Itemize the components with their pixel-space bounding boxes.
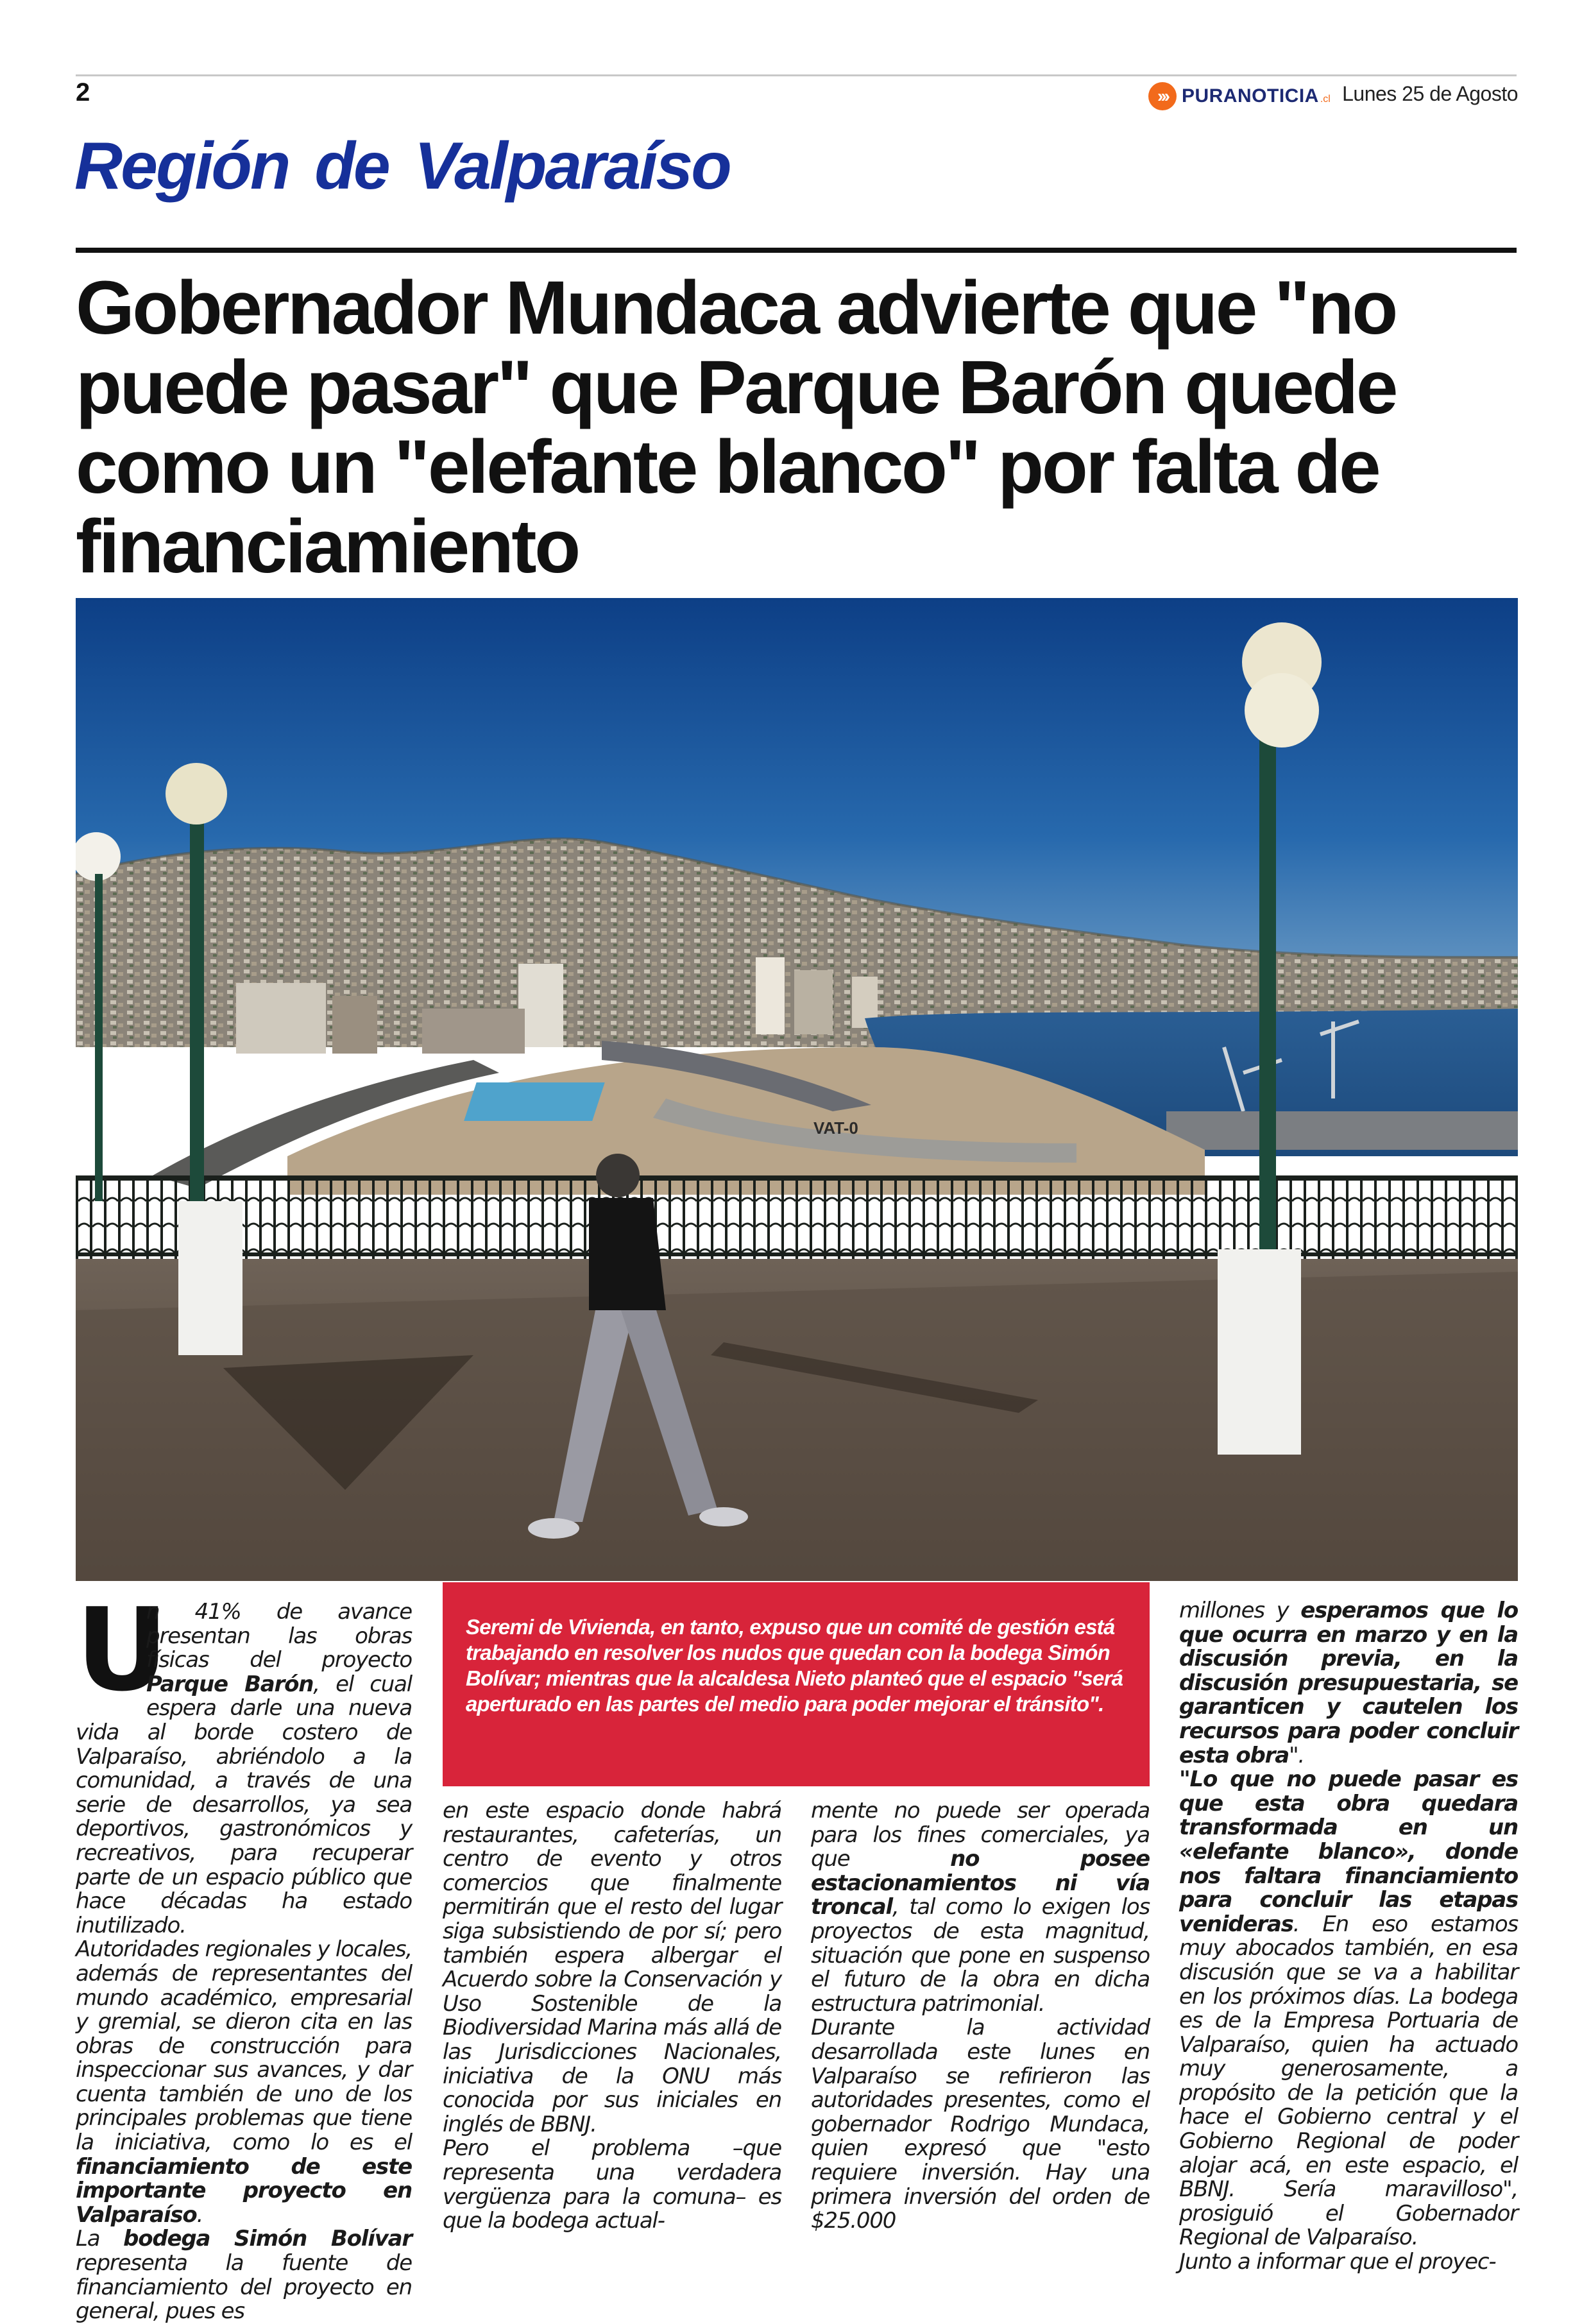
body-paragraph: millones y esperamos que lo que ocurra en marzo y en la discusión previa, en la discusión presupuestaria, se garanticen y cautelen los recursos para poder concluir esta obra". (1179, 1598, 1518, 1768)
page-number: 2 (76, 78, 90, 107)
headline-rule (76, 248, 1517, 253)
top-rule (76, 74, 1517, 76)
section-title: Región de Valparaíso (74, 129, 730, 203)
pull-quote-box (443, 1582, 1150, 1786)
body-paragraph: n 41% de avance presentan las obras físicas del proyecto Parque Barón, el cual espera darle una nueva vida al borde costero de Valparaíso, abriéndolo a la comunidad, a través de una serie de desarrollos, ya sea deportivos, gastronómicos y recreativos, para recuperar parte de un espacio público que hace décadas ha estado inutilizado. (76, 1599, 413, 1938)
body-column-4 (1179, 1599, 1518, 2275)
headline: Gobernador Mundaca advierte que "no puede pasar" que Parque Barón quede como un "elefante blanco" por falta de financiamiento (76, 266, 1396, 589)
body-paragraph: Pero el problema –que representa una verdadera vergüenza para la comuna– es que la bodega actual- (443, 2135, 781, 2234)
pull-quote-text: Seremi de Vivienda, en tanto, expuso que un comité de gestión está trabajando en resolver los nudos que quedan con la bodega Simón Bolívar; mientras que la alcaldesa Nieto planteó que el espacio "será aperturado en las partes del medio para poder mejorar el tránsito". (466, 1615, 1123, 1716)
issue-date: Lunes 25 de Agosto (1342, 82, 1518, 105)
drop-cap-space (76, 1600, 146, 1716)
chevron-arrows-icon: ››› (1148, 82, 1177, 110)
brand-tld: .cl (1320, 94, 1331, 105)
body-column-2 (443, 1799, 781, 2234)
body-paragraph: "Lo que no puede pasar es que esta obra quedara transformada en un «elefante blanco», donde nos faltara financiamiento para concluir las etapas venideras. En eso estamos muy abocados también, en esa discusión que se va a habilitar en los próximos días. La bodega es de la Empresa Portuaria de Valparaíso, quien ha actuado muy generosamente, a propósito de la petición que la hace el Gobierno central y el Gobierno Regional de poder alojar acá, en este espacio, el BBNJ. Sería maravilloso", prosiguió el Gobernador Regional de Valparaíso. (1179, 1766, 1518, 2251)
drop-cap: U (76, 1584, 169, 1716)
body-paragraph: mente no puede ser operada para los fines comerciales, ya que no posee estacionamientos ni vía troncal, tal como lo exigen los proyectos de esta magnitud, situación que pone en suspenso el futuro de la obra en dicha estructura patrimonial. (811, 1798, 1150, 2017)
body-column-3 (811, 1799, 1150, 2234)
brand-logo (1148, 82, 1331, 110)
article-photo (76, 598, 1518, 1581)
body-paragraph: Durante la actividad desarrollada este lunes en Valparaíso se refirieron las autoridades presentes, como el gobernador Rodrigo Mundaca, quien expresó que "esto requiere inversión. Hay una primera inversión del orden de $25.000 (811, 2015, 1150, 2234)
body-column-1 (76, 1600, 412, 2324)
photo-sign-text: VAT-0 (813, 1118, 858, 1138)
body-paragraph: en este espacio donde habrá restaurantes, cafeterías, un centro de evento y otros comercios que finalmente permitirán que el resto del lugar siga subsistiendo de por sí; pero también espera albergar el Acuerdo sobre la Conservación y Uso Sostenible de la Biodiversidad Marina más allá de las Jurisdicciones Nacionales, iniciativa de la ONU más conocida por sus iniciales en inglés de BBNJ. (443, 1798, 781, 2137)
body-paragraph: Autoridades regionales y locales, además de representantes del mundo académico, empresarial y gremial, se dieron cita en las obras de construcción para inspeccionar sus avances, y dar cuenta también de uno de los principales problemas que tiene la iniciativa, como lo es el financiamiento de este importante proyecto en Valparaíso. (76, 1936, 412, 2228)
brand-name: PURANOTICIA (1182, 85, 1319, 107)
body-paragraph: La bodega Simón Bolívar representa la fuente de financiamiento del proyecto en general, pues es (76, 2226, 412, 2324)
body-paragraph: Junto a informar que el proyec- (1179, 2249, 1496, 2275)
